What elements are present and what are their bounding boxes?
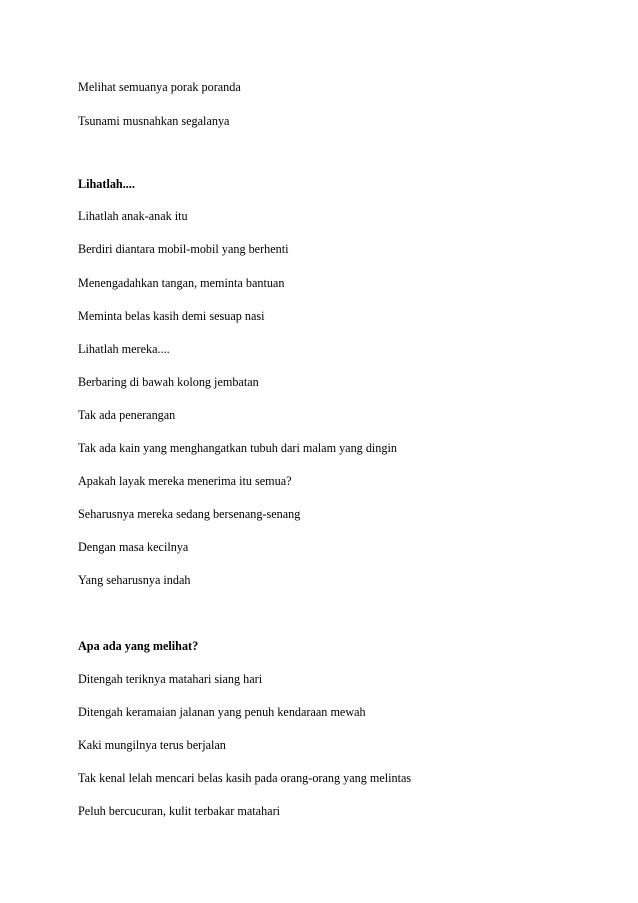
poem-line: Tak kenal lelah mencari belas kasih pada orang-orang yang melintas	[78, 771, 412, 785]
poem-line: Berdiri diantara mobil-mobil yang berhenti	[78, 242, 289, 256]
poem-line: Ditengah teriknya matahari siang hari	[78, 672, 263, 686]
poem-line: Lihatlah anak-anak itu	[78, 209, 188, 223]
stanza-heading: Apa ada yang melihat?	[78, 639, 199, 653]
poem-line: Menengadahkan tangan, meminta bantuan	[78, 276, 285, 290]
poem-line: Melihat semuanya porak poranda	[78, 80, 241, 94]
stanza-heading: Lihatlah....	[78, 177, 135, 191]
poem-line: Kaki mungilnya terus berjalan	[78, 738, 226, 752]
poem-line: Meminta belas kasih demi sesuap nasi	[78, 309, 265, 323]
poem-line: Peluh bercucuran, kulit terbakar matahari	[78, 804, 281, 818]
poem-line: Lihatlah mereka....	[78, 342, 170, 356]
poem-line: Tsunami musnahkan segalanya	[78, 114, 230, 128]
poem-line: Yang seharusnya indah	[78, 573, 191, 587]
poem-line: Apakah layak mereka menerima itu semua?	[78, 474, 292, 488]
poem-line: Ditengah keramaian jalanan yang penuh kendaraan mewah	[78, 705, 366, 719]
poem-line: Tak ada kain yang menghangatkan tubuh dari malam yang dingin	[78, 441, 397, 455]
poem-line: Dengan masa kecilnya	[78, 540, 189, 554]
poem-line: Tak ada penerangan	[78, 408, 176, 422]
poem-line: Berbaring di bawah kolong jembatan	[78, 375, 259, 389]
poem-line: Seharusnya mereka sedang bersenang-senang	[78, 507, 301, 521]
